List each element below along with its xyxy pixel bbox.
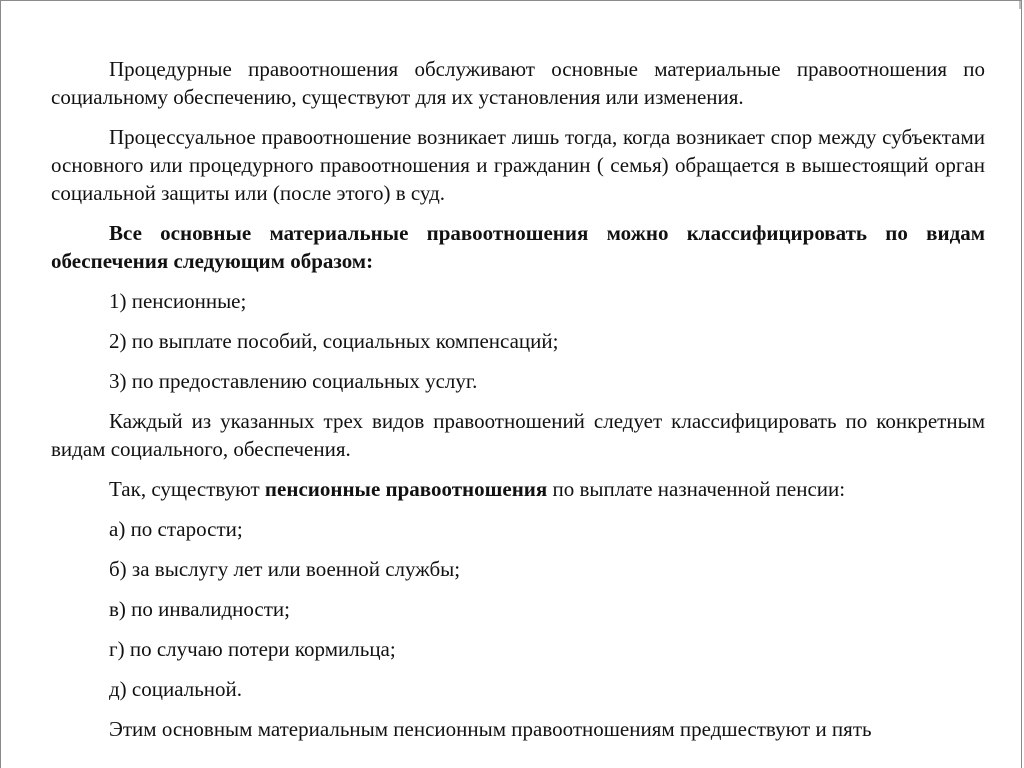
list-item-social: д) социальной. — [109, 677, 243, 701]
page-corner-shadow — [1019, 1, 1022, 9]
list-item-benefits: 2) по выплате пособий, социальных компенсаций; — [109, 329, 559, 353]
paragraph-final-partial: Этим основным материальным пенсионным правоотношениям предшествуют и пять — [109, 717, 872, 741]
document-content — [51, 55, 985, 755]
list-item-pension: 1) пенсионные; — [109, 289, 247, 313]
pension-bold-term: пенсионные правоотношения — [264, 477, 548, 501]
paragraph-each-type: Каждый из указанных трех видов правоотношений следует классифицировать по конкретным видам социального, обеспечения. — [51, 409, 985, 461]
pension-text-after: по выплате назначенной пенсии: — [547, 477, 846, 501]
list-item-services: 3) по предоставлению социальных услуг. — [109, 369, 478, 393]
paragraph-procedural: Процедурные правоотношения обслуживают основные материальные правоотношения по социальному обеспечению, существуют для их установления или изменения. — [51, 57, 985, 109]
list-item-disability: в) по инвалидности; — [109, 597, 291, 621]
paragraph-pension-relations — [51, 475, 985, 503]
pension-text-before: Так, существуют — [109, 477, 265, 501]
list-item-length-of-service: б) за выслугу лет или военной службы; — [109, 557, 461, 581]
paragraph-classification-heading: Все основные материальные правоотношения можно классифицировать по видам обеспечения следующим образом: — [51, 221, 985, 273]
paragraph-processual: Процессуальное правоотношение возникает лишь тогда, когда возникает спор между субъектами основного или процедурного правоотношения и гражданин ( семья) обращается в вышестоящий орган социальной защиты или (после этого) в суд. — [51, 125, 985, 205]
list-item-loss-of-breadwinner: г) по случаю потери кормильца; — [109, 637, 396, 661]
list-item-old-age: а) по старости; — [109, 517, 243, 541]
